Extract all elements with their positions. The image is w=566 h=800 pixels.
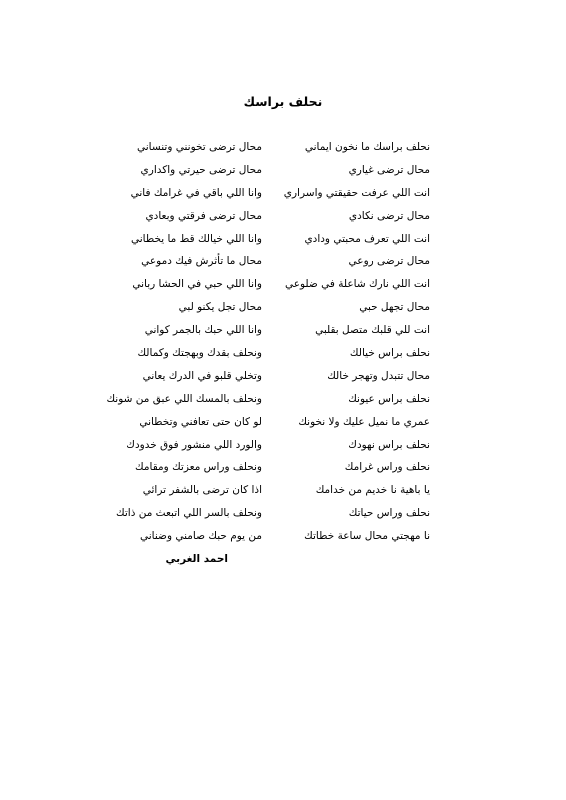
verse-line [0, 502, 566, 525]
verse-second-hemistich: ونحلف وراس معزتك ومقامك [135, 461, 262, 474]
verse-second-hemistich: محال ترضى فرقتي وبعادي [145, 209, 262, 222]
verse-line [0, 525, 566, 548]
verse-second-hemistich: محال ترضى حيرتي واكداري [140, 163, 262, 176]
verse-first-hemistich: نحلف وراس حياتك [348, 507, 430, 520]
verse-second-hemistich: ونحلف بالمسك اللي عبق من شونك [106, 392, 262, 405]
verse-line [0, 159, 566, 182]
verse-first-hemistich: نحلف براس عيونك [348, 392, 430, 405]
verse-first-hemistich: محال تتبدل وتهجر خالك [327, 369, 430, 382]
verse-second-hemistich: وانا اللي خيالك قط ما يخطاني [130, 232, 262, 245]
verse-line [0, 456, 566, 479]
verse-second-hemistich: والورد اللي منشور فوق خدودك [126, 438, 262, 451]
verse-second-hemistich: وانا اللي باقي في غرامك فاني [130, 186, 262, 199]
verse-second-hemistich: ونحلف بقدك وبهجتك وكمالك [137, 347, 262, 360]
verse-first-hemistich: نحلف براس نهودك [348, 438, 430, 451]
poem-body [0, 136, 566, 548]
verse-first-hemistich: انت اللي عرفت حقيقتي واسراري [283, 186, 430, 199]
verse-line [0, 319, 566, 342]
poem-title: نحلف براسك [243, 94, 323, 109]
verse-line [0, 273, 566, 296]
verse-line [0, 434, 566, 457]
verse-line [0, 388, 566, 411]
verse-line [0, 479, 566, 502]
verse-line [0, 365, 566, 388]
verse-line [0, 250, 566, 273]
verse-line [0, 296, 566, 319]
verse-first-hemistich: محال ترضى روعي [348, 255, 430, 268]
verse-line [0, 205, 566, 228]
verse-first-hemistich: محال ترضى نكادي [348, 209, 430, 222]
verse-first-hemistich: انت للي قلبك متصل بقلبي [315, 324, 430, 337]
verse-line [0, 136, 566, 159]
verse-second-hemistich: اذا كان ترضى بالشفر ترائي [142, 484, 262, 497]
verse-first-hemistich: محال ترضى غياري [348, 163, 430, 176]
verse-second-hemistich: محال ما تأثرش فيك دموعي [141, 255, 262, 268]
verse-second-hemistich: وانا اللي حبك بالجمر كواني [144, 324, 262, 337]
verse-second-hemistich: لو كان حتى تعافني وتخطاني [139, 415, 262, 428]
author-name: احمد الغربي [165, 553, 228, 565]
verse-first-hemistich: نحلف براسك ما نخون ايماني [304, 141, 430, 153]
verse-first-hemistich: انت اللي تعرف محبتي ودادي [304, 232, 430, 245]
verse-line [0, 182, 566, 205]
verse-line [0, 411, 566, 434]
verse-second-hemistich: من يوم حبك صامني وضناني [139, 530, 262, 543]
verse-first-hemistich: نحلف براس خيالك [349, 347, 430, 360]
verse-first-hemistich: انت اللي نارك شاعلة في ضلوعي [284, 278, 430, 291]
verse-first-hemistich: محال تجهل حبي [359, 301, 430, 314]
verse-second-hemistich: وانا اللي حبي في الحشا رباني [132, 278, 262, 291]
verse-line [0, 342, 566, 365]
verse-line [0, 228, 566, 251]
verse-first-hemistich: نحلف وراس غرامك [344, 461, 430, 474]
verse-second-hemistich: وتخلي قلبو في الدرك يعاني [142, 369, 262, 382]
verse-first-hemistich: عمري ما نميل عليك ولا نخونك [298, 415, 430, 428]
verse-second-hemistich: محال ترضى تخونني وتنساني [137, 141, 262, 153]
verse-second-hemistich: ونحلف بالسر اللي اتبعث من ذاتك [116, 507, 262, 520]
verse-first-hemistich: نا مهجتي محال ساعة خطاتك [304, 530, 430, 543]
verse-second-hemistich: محال تجل يكنو لبي [178, 301, 262, 314]
verse-first-hemistich: يا باهية نا خديم من خدامك [315, 484, 430, 497]
